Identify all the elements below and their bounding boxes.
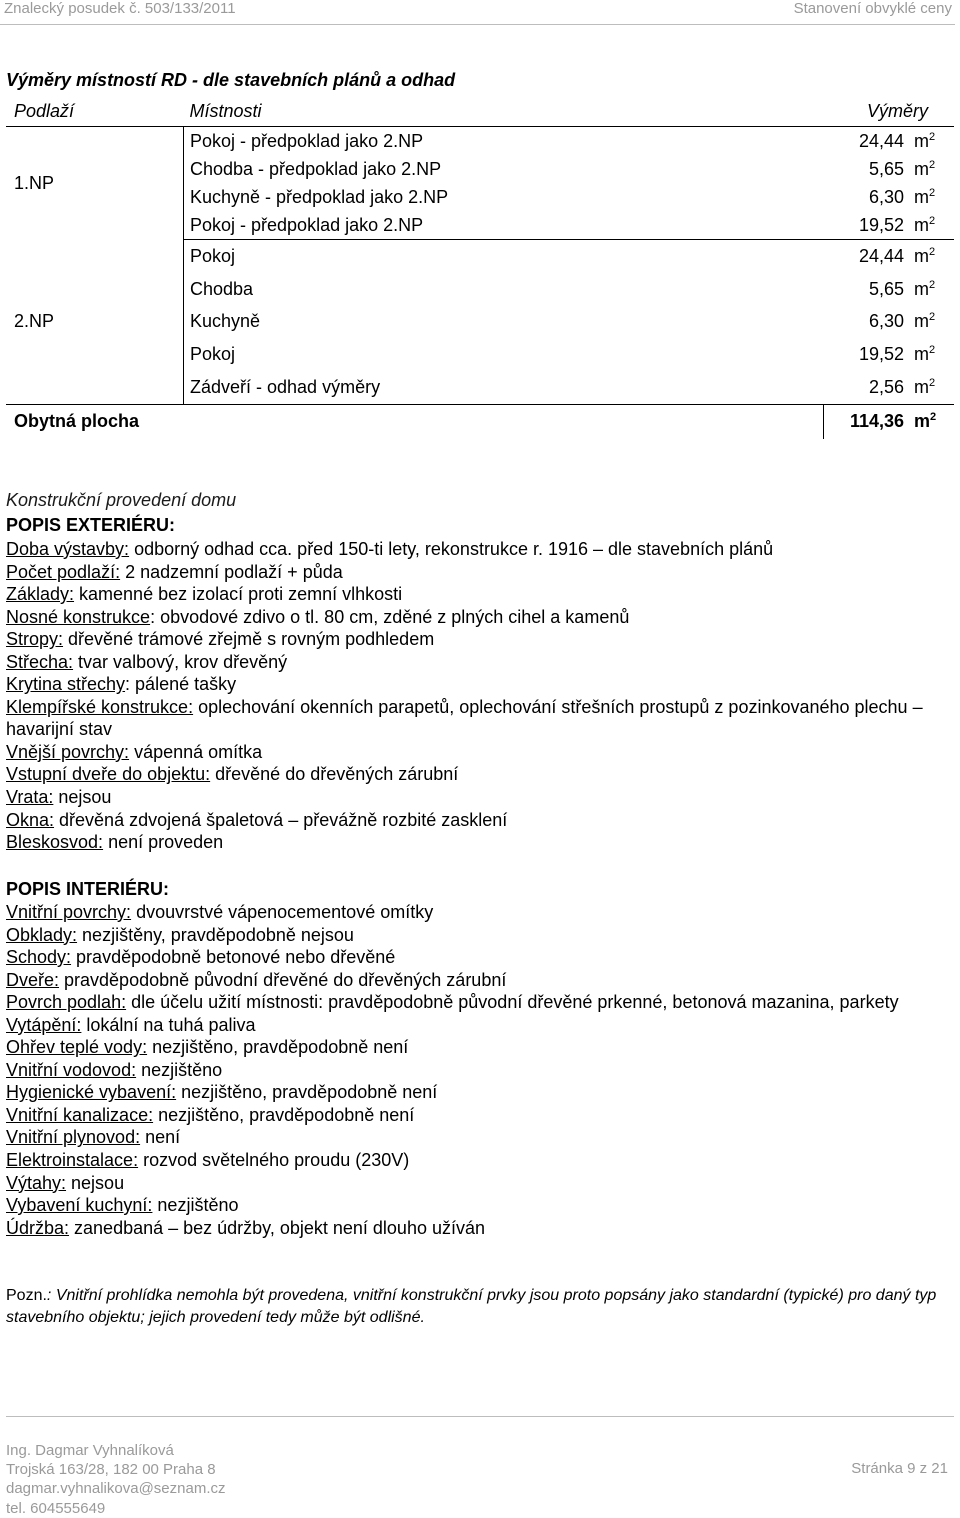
item-label: Dveře: [6, 969, 60, 990]
list-item [6, 1036, 946, 1059]
item-label: Vnitřní povrchy: [6, 902, 132, 922]
table-row [6, 127, 954, 156]
item-value: rozvod světelného proudu (230V) [138, 1150, 410, 1171]
item-value: nejsou [53, 787, 112, 808]
col-floor-header: Podlaží [6, 96, 184, 127]
list-item [6, 651, 946, 674]
total-area: 114,36 [824, 404, 905, 439]
item-label: Vstupní dveře do objektu: [6, 764, 211, 785]
item-value: pravděpodobně betonové nebo dřevěné [71, 947, 396, 968]
item-value: : obvodové zdivo o tl. 80 cm, zděné z plných cihel a kamenů [150, 606, 630, 627]
interior-list [6, 901, 946, 1239]
room-name: Chodba [184, 273, 824, 306]
room-area: 24,44 [858, 245, 904, 266]
item-value: vápenná omítka [129, 741, 263, 762]
item-label: Elektroinstalace: [6, 1150, 139, 1171]
room-name: Pokoj - předpoklad jako 2.NP [184, 211, 824, 240]
list-item [6, 831, 946, 854]
list-item [6, 969, 946, 992]
unit: $m^2$ [904, 211, 954, 240]
list-item [6, 1149, 946, 1172]
room-area: 2,56 [824, 371, 905, 404]
item-value: lokální na tuhá paliva [81, 1014, 256, 1035]
list-item [6, 1059, 946, 1082]
item-value: nezjištěno, pravděpodobně není [153, 1104, 415, 1125]
list-item [6, 1126, 946, 1149]
room-area: 19,52 [858, 344, 904, 365]
list-item [6, 786, 946, 809]
item-label: Vnitřní vodovod: [6, 1059, 137, 1080]
item-label: Stropy: [6, 629, 64, 650]
list-item [6, 741, 946, 764]
footer-contact [6, 1441, 226, 1518]
footer-email: dagmar.vyhnalikova@seznam.cz [6, 1480, 226, 1498]
item-value: nejsou [66, 1172, 125, 1193]
item-label: Povrch podlah: [6, 992, 127, 1013]
room-area: 6,30 [868, 311, 904, 332]
col-area-header: Výměry [824, 96, 955, 127]
item-label: Bleskosvod: [6, 832, 104, 853]
item-value: dřevěná zdvojená špaletová – převážně rozbité zasklení [54, 809, 508, 830]
rooms-table-title: Výměry místností RD - dle stavebních plánů a odhad [6, 70, 456, 90]
item-label: Údržba: [6, 1217, 70, 1238]
list-item [6, 1081, 946, 1104]
item-value: nezjištěno, pravděpodobně není [147, 1037, 409, 1058]
note [6, 1285, 958, 1328]
list-item [6, 1194, 946, 1217]
item-value: oplechování okenních parapetů, oplechování střešních prostupů z pozinkovaného plechu – havarijní stav [6, 696, 923, 740]
item-label: Klempířské konstrukce: [6, 696, 194, 717]
list-item [6, 696, 946, 741]
room-area: 19,52 [824, 211, 905, 240]
page-header [0, 0, 960, 20]
list-item [6, 924, 946, 947]
item-value: není [140, 1127, 181, 1148]
item-value: 2 nadzemní podlaží + půda [120, 561, 343, 582]
item-value: : pálené tašky [125, 674, 237, 695]
item-value: dvouvrstvé vápenocementové omítky [131, 902, 434, 922]
item-label: Doba výstavby: [6, 539, 130, 559]
footer-phone: tel. 604555649 [6, 1499, 106, 1517]
item-label: Ohřev teplé vody: [6, 1037, 148, 1058]
room-name: Pokoj - předpoklad jako 2.NP [184, 127, 824, 156]
item-label: Vnitřní kanalizace: [6, 1104, 154, 1125]
room-name: Kuchyně - předpoklad jako 2.NP [184, 183, 824, 211]
room-name: Pokoj [184, 338, 824, 371]
item-value: nezjištěno [136, 1059, 223, 1080]
item-value: dřevěné do dřevěných zárubní [210, 764, 459, 785]
footer-name: Ing. Dagmar Vyhnalíková [6, 1442, 174, 1459]
item-label: Hygienické vybavení: [6, 1082, 177, 1103]
item-label: Schody: [6, 947, 72, 968]
item-value: odborný odhad cca. před 150-ti lety, rekonstrukce r. 1916 – dle stavebních plánů [129, 539, 774, 559]
footer-page-number: Stránka 9 z 21 [851, 1460, 948, 1477]
item-value: nezjištěno [152, 1195, 239, 1216]
unit: $m^2$ [914, 130, 936, 151]
construction-title: Konstrukční provedení domu [6, 490, 237, 510]
item-label: Základy: [6, 584, 75, 605]
room-name: Kuchyně [184, 306, 824, 339]
floor-1np: 1.NP [14, 172, 55, 193]
item-value: dle účelu užití místnosti: pravděpodobně původní dřevěné prkenné, betonová mazanina, parkety [126, 992, 899, 1013]
header-document-id: Znalecký posudek č. 503/133/2011 [4, 0, 236, 17]
table-header-row [6, 96, 954, 127]
list-item [6, 673, 946, 696]
unit: $m^2$ [914, 278, 936, 299]
item-value: dřevěné trámové zřejmě s rovným podhledem [63, 629, 435, 650]
total-label: Obytná plocha [14, 411, 140, 432]
list-item [6, 1172, 946, 1195]
room-name: Chodba - předpoklad jako 2.NP [184, 155, 824, 183]
item-label: Obklady: [6, 924, 78, 945]
col-rooms-header: Místnosti [184, 96, 824, 127]
item-label: Střecha: [6, 651, 74, 672]
room-area: 6,30 [868, 186, 904, 207]
unit: $m^2$ [914, 245, 936, 266]
unit: $m^2$ [914, 186, 936, 207]
total-row [6, 404, 954, 439]
room-name: Zádveří - odhad výměry [184, 371, 824, 404]
list-item [6, 606, 946, 629]
unit: $m^2$ [914, 411, 937, 432]
item-value: pravděpodobně původní dřevěné do dřevěných zárubní [59, 969, 507, 990]
exterior-title: POPIS EXTERIÉRU: [6, 515, 176, 535]
unit: $m^2$ [914, 311, 936, 332]
header-section-title: Stanovení obvyklé ceny [793, 0, 952, 17]
note-text: : Vnitřní prohlídka nemohla být provedena, vnitřní konstrukční prvky jsou proto popsány jako standardní (typické) pro daný typ stavebního objektu; jejich provedení tedy může být odlišné. [6, 1287, 937, 1326]
interior-title: POPIS INTERIÉRU: [6, 879, 170, 899]
item-label: Okna: [6, 809, 55, 830]
item-value: kamenné bez izolací proti zemní vlhkosti [74, 584, 403, 605]
room-area: 24,44 [858, 130, 904, 151]
unit: $m^2$ [914, 158, 936, 179]
rooms-table [6, 96, 954, 439]
list-item [6, 946, 946, 969]
list-item [6, 538, 946, 561]
room-name: Pokoj [184, 240, 824, 273]
item-value: nezjištěno, pravděpodobně není [176, 1082, 438, 1103]
room-area: 5,65 [868, 278, 904, 299]
item-label: Nosné konstrukce [6, 606, 151, 627]
unit: $m^2$ [914, 344, 936, 365]
item-value: nezjištěny, pravděpodobně nejsou [77, 924, 354, 945]
item-value: zanedbaná – bez údržby, objekt není dlouho užíván [69, 1217, 485, 1238]
table-row [6, 240, 954, 273]
floor-2np: 2.NP [6, 240, 184, 405]
item-label: Vybavení kuchyní: [6, 1195, 153, 1216]
footer-divider [6, 1416, 954, 1417]
list-item [6, 991, 946, 1014]
unit: $m^2$ [904, 371, 954, 404]
item-value: není proveden [103, 832, 224, 853]
item-label: Vytápění: [6, 1014, 82, 1035]
item-label: Vnitřní plynovod: [6, 1127, 141, 1148]
item-label: Vrata: [6, 787, 54, 808]
list-item [6, 763, 946, 786]
room-area: 5,65 [868, 158, 904, 179]
list-item [6, 1104, 946, 1127]
list-item [6, 583, 946, 606]
list-item [6, 561, 946, 584]
footer-address: Trojská 163/28, 182 00 Praha 8 [6, 1461, 216, 1479]
list-item [6, 1217, 946, 1240]
list-item [6, 901, 946, 924]
item-label: Výtahy: [6, 1172, 67, 1193]
header-divider [0, 24, 955, 25]
list-item [6, 628, 946, 651]
item-label: Krytina střechy [6, 674, 126, 695]
item-label: Vnější povrchy: [6, 741, 130, 762]
list-item [6, 1014, 946, 1037]
item-label: Počet podlaží: [6, 561, 121, 582]
exterior-list [6, 538, 946, 854]
note-prefix: Pozn. [6, 1287, 47, 1304]
list-item [6, 809, 946, 832]
item-value: tvar valbový, krov dřevěný [73, 651, 288, 672]
